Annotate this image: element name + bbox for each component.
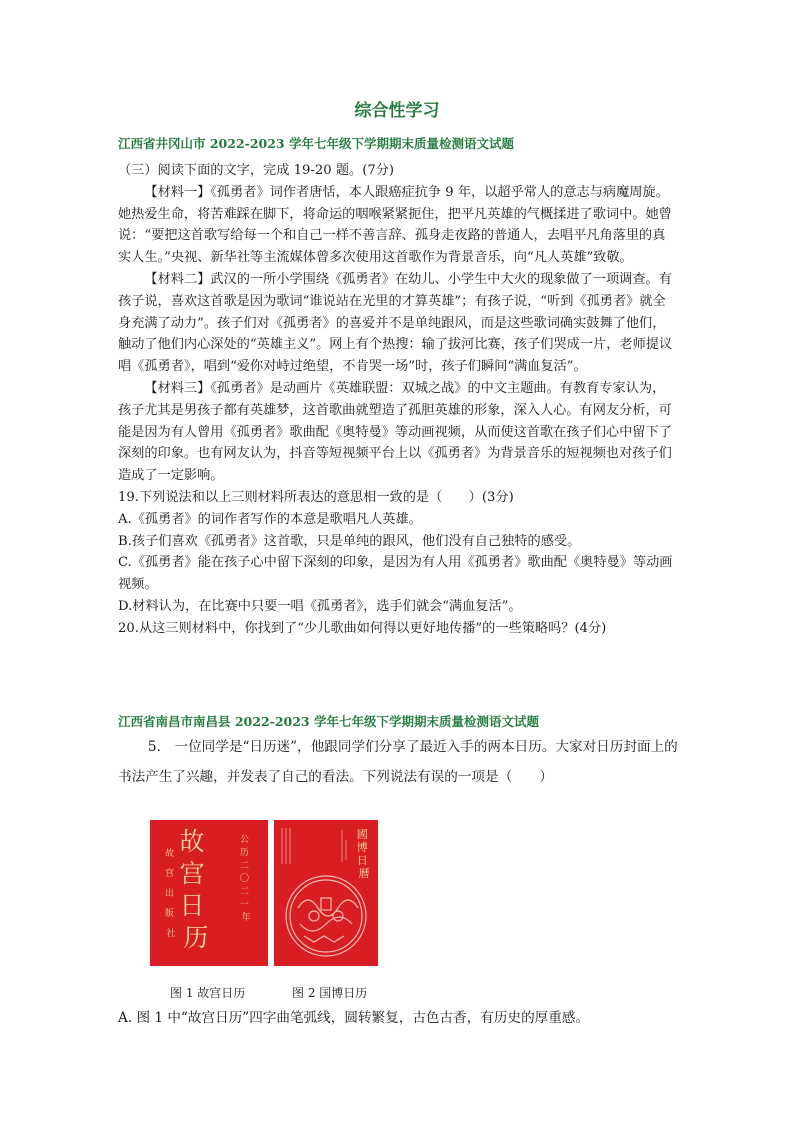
title-char: 故	[179, 827, 205, 856]
section1-body	[118, 160, 678, 640]
figure-1-caption: 图 1 故宫日历	[170, 986, 246, 1000]
question-19-option-d: D.材料认为，在比赛中只要一唱《孤勇者》，选手们就会“满血复活”。	[118, 598, 522, 614]
title-char: 國	[356, 828, 368, 841]
question-19: 19.下列说法和以上三则材料所表达的意思相一致的是（ ）(3分)	[118, 489, 514, 505]
figure-2-caption: 图 2 国博日历	[292, 986, 368, 1000]
page-title: 综合性学习	[354, 101, 440, 121]
palace-calendar-image	[150, 820, 268, 966]
material-2: 【材料二】武汉的一所小学围绕《孤勇者》在幼儿、小学生中大火的现象做了一项调查。有孩子说，喜欢这首歌是因为歌词“谁说站在光里的才算英雄”；有孩子说，“听到《孤勇者》就全身充满了动力”。孩子们对《孤勇者》的喜爱并不是单纯跟风，而是这些歌词确实鼓舞了他们，触动了他们内心深处的“英雄主义”。网上有个热搜：输了拔河比赛，孩子们哭成一片，老师提议唱《孤勇者》，唱到“爱你对峙过绝望，不肯哭一场”时，孩子们瞬间“满血复活”。	[118, 271, 673, 375]
title-char: 曆	[358, 867, 370, 880]
title-char: 博	[356, 841, 368, 854]
year-char: 公	[240, 835, 250, 845]
year-char: 二	[240, 887, 250, 897]
pub-char: 社	[166, 929, 176, 939]
question-5	[118, 732, 678, 792]
question-20: 20.从这三则材料中，你找到了“少儿歌曲如何得以更好地传播”的一些策略吗？(4分)	[118, 620, 607, 636]
pub-char: 宫	[165, 869, 175, 879]
material-1: 【材料一】《孤勇者》词作者唐恬，本人跟癌症抗争 9 年，以超乎常人的意志与病魔周旋。她热爱生命，将苦难踩在脚下，将命运的咽喉紧紧扼住，把平凡英雄的气概揉进了歌词中。她曾说：“要把这首歌写给每一个和自己一样不善言辞、孤身走夜路的普通人，去唱平凡角落里的真实人生。”央视、新华社等主流媒体曾多次使用这首歌作为背景音乐，向“凡人英雄”致敬。	[118, 184, 672, 266]
reading-intro: （三）阅读下面的文字，完成 19-20 题。(7分)	[118, 163, 395, 178]
pub-char: 故	[165, 849, 175, 859]
question-19-option-b: B.孩子们喜欢《孤勇者》这首歌，只是单纯的跟风，他们没有自己独特的感受。	[118, 533, 581, 549]
question-19-option-c: C.《孤勇者》能在孩子心中留下深刻的印象，是因为有人用《孤勇者》歌曲配《奥特曼》等动画视频。	[118, 555, 673, 593]
question-5-option-a: A. 图 1 中“故宫日历”四字曲笔弧线，圆转繁复，古色古香，有历史的厚重感。	[118, 1010, 590, 1026]
source-heading-2: 江西省南昌市南昌县 2022-2023 学年七年级下学期期末质量检测语文试题	[118, 714, 539, 729]
title-char: 宫	[179, 859, 205, 888]
palace-calendar-cover	[150, 820, 268, 966]
pub-char: 出	[165, 889, 175, 899]
year-char: 一	[240, 900, 250, 910]
national-museum-calendar-title	[357, 828, 372, 880]
national-museum-calendar-image	[274, 820, 378, 966]
year-char: 年	[241, 913, 251, 923]
question-19-option-a: A.《孤勇者》的词作者写作的本意是歌唱凡人英雄。	[118, 511, 422, 527]
title-char: 历	[183, 923, 209, 952]
year-char: 〇	[240, 874, 250, 884]
year-char: 二	[240, 861, 250, 871]
title-char: 日	[179, 891, 205, 920]
source-heading-1: 江西省井冈山市 2022-2023 学年七年级下学期期末质量检测语文试题	[118, 136, 514, 151]
material-3: 【材料三】《孤勇者》是动画片《英雄联盟：双城之战》的中文主题曲。有教育专家认为，孩子尤其是男孩子都有英雄梦，这首歌曲就塑造了孤胆英雄的形象，深入人心。有网友分析，可能是因为有人曾用《孤勇者》歌曲配《奥特曼》等动画视频，从而使这首歌在孩子们心中留下了深刻的印象。也有网友认为，抖音等短视频平台上以《孤勇者》为背景音乐的短视频也对孩子们造成了一定影响。	[118, 380, 672, 484]
national-museum-calendar-cover	[274, 820, 378, 966]
title-char: 日	[356, 854, 368, 867]
palace-calendar-year	[240, 834, 252, 923]
year-char: 历	[240, 848, 250, 858]
pub-char: 版	[165, 909, 175, 919]
question-5-text: 5. 一位同学是“日历迷”，他跟同学们分享了最近入手的两本日历。大家对日历封面上的书法产生了兴趣，并发表了自己的看法。下列说法有误的一项是（ ）	[118, 739, 678, 785]
